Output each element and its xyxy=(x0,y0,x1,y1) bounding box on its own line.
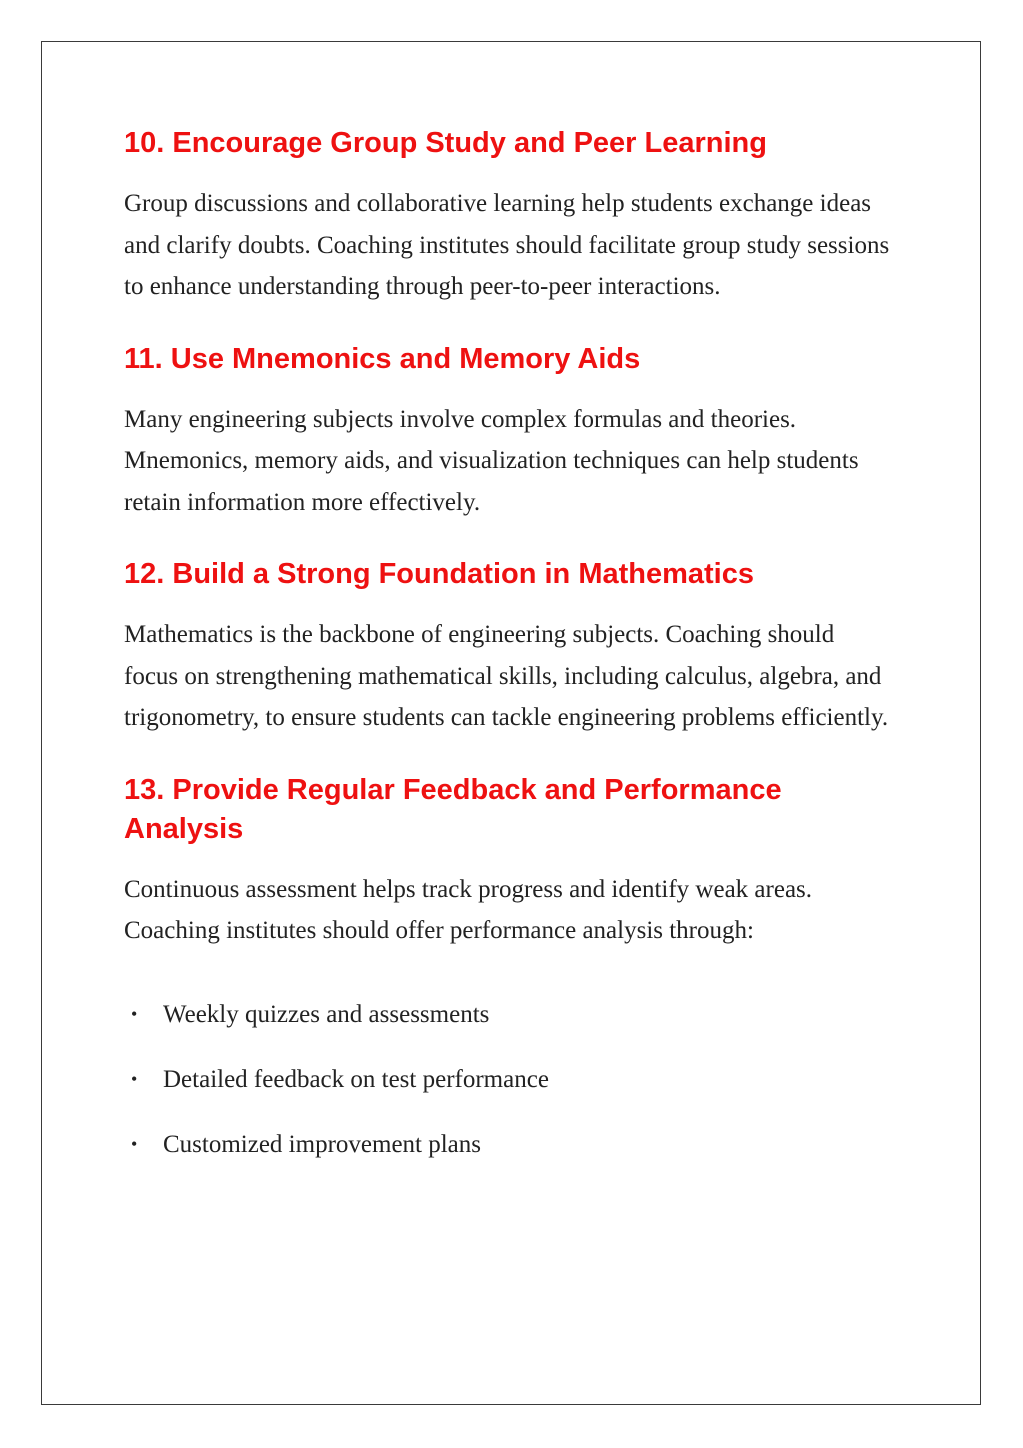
list-item xyxy=(124,994,894,1036)
bullet-icon: • xyxy=(131,1133,138,1154)
section-paragraph: Many engineering subjects involve complex formulas and theories. Mnemonics, memory aids, and visualization techniques can help students retain information more effectively. xyxy=(124,405,859,516)
section-mnemonics xyxy=(124,340,894,524)
section-group-study xyxy=(124,124,894,308)
section-heading: 13. Provide Regular Feedback and Performance Analysis xyxy=(124,773,782,845)
list-item-text: Detailed feedback on test performance xyxy=(163,1065,549,1093)
list-item-text: Weekly quizzes and assessments xyxy=(163,1000,490,1028)
section-heading: 10. Encourage Group Study and Peer Learning xyxy=(124,127,767,159)
bullet-icon: • xyxy=(131,1003,138,1024)
section-mathematics xyxy=(124,555,894,739)
bullet-list xyxy=(124,994,894,1166)
section-heading: 11. Use Mnemonics and Memory Aids xyxy=(124,342,641,375)
list-item xyxy=(124,1124,894,1166)
bullet-icon: • xyxy=(131,1068,138,1089)
section-paragraph: Mathematics is the backbone of engineering subjects. Coaching should focus on strengthening mathematical skills, including calculus, algebra, and trigonometry, to ensure students can tackle engineering problems efficiently. xyxy=(124,621,889,731)
section-paragraph: Group discussions and collaborative learning help students exchange ideas and clarify doubts. Coaching institutes should facilitate group study sessions to enhance understanding through peer-to-peer interactions. xyxy=(124,190,890,300)
section-feedback xyxy=(124,771,894,1166)
list-item xyxy=(124,1059,894,1101)
document-content xyxy=(124,124,894,1165)
section-heading: 12. Build a Strong Foundation in Mathematics xyxy=(124,558,754,590)
list-item-text: Customized improvement plans xyxy=(163,1130,482,1158)
section-paragraph: Continuous assessment helps track progress and identify weak areas. Coaching institutes should offer performance analysis through: xyxy=(124,875,813,944)
